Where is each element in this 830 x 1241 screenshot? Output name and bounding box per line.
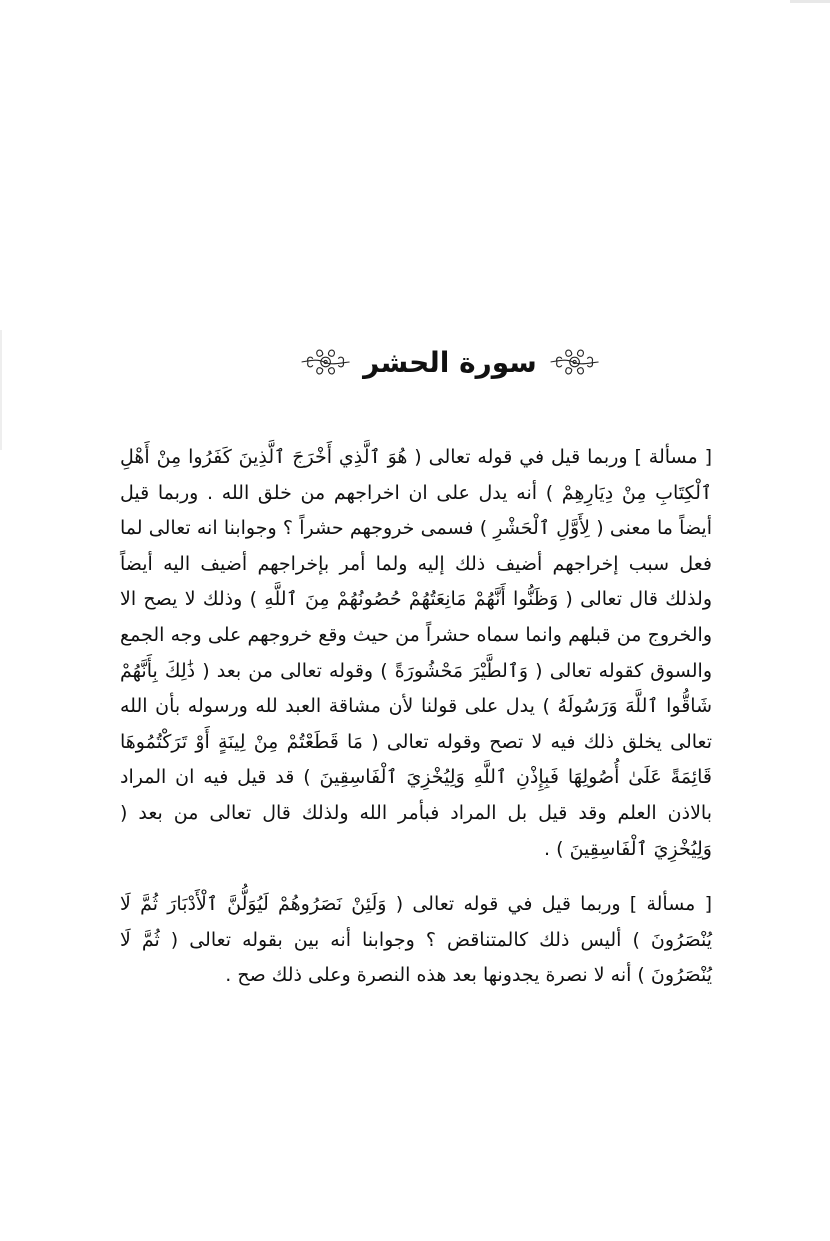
ornament-left-icon xyxy=(300,340,351,384)
surah-heading xyxy=(300,332,600,392)
scan-edge-mark xyxy=(790,0,830,3)
paragraph-masala-1: [ مسألة ] وربما قيل في قوله تعالى ( هُوَ ٱلَّذِي أَخْرَجَ ٱلَّذِينَ كَفَرُوا مِنْ أَهْلِ ٱلْكِتَابِ مِنْ دِيَارِهِمْ ) أنه يدل على ان اخراجهم من خلق الله . وربما قيل أيضاً ما معنى ( لِأَوَّلِ ٱلْحَشْرِ ) فسمى خروجهم حشراً ؟ وجوابنا انه تعالى لما فعل سبب إخراجهم أضيف ذلك إليه ولما أمر بإخراجهم أضيف اليه أيضاً ولذلك قال تعالى ( وَظَنُّوا أَنَّهُمْ مَانِعَتُهُمْ حُصُونُهُمْ مِنَ ٱللَّهِ ) وذلك لا يصح الا والخروج من قبلهم وانما سماه حشراً من حيث وقع خروجهم على وجه الجمع والسوق كقوله تعالى ( وَٱلطَّيْرَ مَحْشُورَةً ) وقوله تعالى من بعد ( ذَٰلِكَ بِأَنَّهُمْ شَاقُّوا ٱللَّهَ وَرَسُولَهُ ) يدل على قولنا لأن مشاقة العبد لله ورسوله بأن الله تعالى يخلق ذلك فيه لا تصح وقوله تعالى ( مَا قَطَعْتُمْ مِنْ لِينَةٍ أَوْ تَرَكْتُمُوهَا قَائِمَةً عَلَىٰ أُصُولِهَا فَبِإِذْنِ ٱللَّهِ وَلِيُخْزِيَ ٱلْفَاسِقِينَ ) قد قيل فيه ان المراد بالاذن العلم وقد قيل بل المراد فبأمر الله ولذلك قال تعالى من بعد ( وَلِيُخْزِيَ ٱلْفَاسِقِينَ ) . xyxy=(120,446,712,860)
paragraph-masala-2: [ مسألة ] وربما قيل في قوله تعالى ( وَلَئِنْ نَصَرُوهُمْ لَيُوَلُّنَّ ٱلْأَدْبَارَ ثُمَّ لَا يُنْصَرُونَ ) أليس ذلك كالمتناقض ؟ وجوابنا أنه بين بقوله تعالى ( ثُمَّ لَا يُنْصَرُونَ ) أنه لا نصرة يجدونها بعد هذه النصرة وعلى ذلك صح . xyxy=(120,893,712,987)
surah-title: سورة الحشر xyxy=(363,345,537,379)
page-body xyxy=(120,440,712,994)
scan-edge-shadow xyxy=(0,330,2,450)
ornament-right-icon xyxy=(549,340,600,384)
